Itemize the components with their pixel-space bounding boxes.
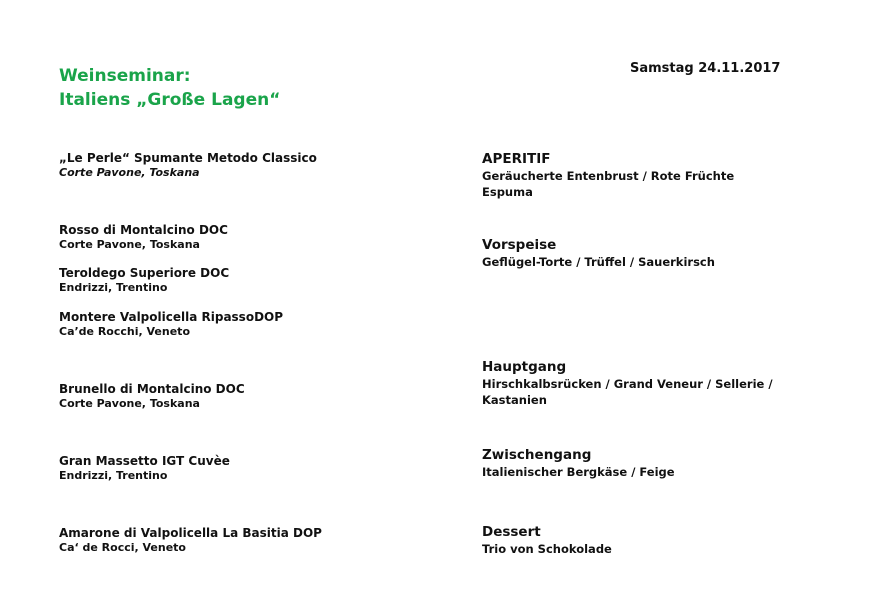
wine-item (59, 266, 459, 295)
menu-course (482, 359, 782, 408)
wine-item (59, 310, 459, 339)
menu-course (482, 237, 782, 270)
wine-name: Rosso di Montalcino DOC (59, 223, 228, 237)
wine-name: Teroldego Superiore DOC (59, 266, 230, 280)
wine-origin: Corte Pavone, Toskana (59, 238, 200, 251)
menu-course (482, 151, 782, 200)
course-heading: Hauptgang (482, 359, 567, 375)
course-dish: Geflügel-Torte / Trüffel / Sauerkirsch (482, 255, 715, 269)
course-heading: Zwischengang (482, 447, 592, 463)
wine-name: Brunello di Montalcino DOC (59, 382, 245, 396)
wine-origin: Corte Pavone, Toskana (59, 397, 200, 410)
course-dish: Italienischer Bergkäse / Feige (482, 465, 675, 479)
wine-origin: Corte Pavone, Toskana (59, 166, 200, 179)
wine-origin: Ca’de Rocchi, Veneto (59, 325, 190, 338)
wine-name: Montere Valpolicella RipassoDOP (59, 310, 284, 324)
course-dish: Trio von Schokolade (482, 542, 612, 556)
event-date: Samstag 24.11.2017 (630, 61, 781, 76)
wine-item (59, 382, 459, 411)
wine-origin: Ca‘ de Rocci, Veneto (59, 541, 186, 554)
wine-item (59, 454, 459, 483)
course-heading: Dessert (482, 524, 541, 540)
course-heading: APERITIF (482, 151, 551, 167)
course-dish: Hirschkalbsrücken / Grand Veneur / Sellerie / Kastanien (482, 377, 773, 407)
menu-course (482, 524, 782, 557)
wine-name: „Le Perle“ Spumante Metodo Classico (59, 151, 317, 165)
wine-name: Amarone di Valpolicella La Basitia DOP (59, 526, 322, 540)
title-line-2: Italiens „Große Lagen“ (59, 90, 281, 110)
wine-origin: Endrizzi, Trentino (59, 469, 168, 482)
wine-item (59, 151, 459, 180)
wine-item (59, 223, 459, 252)
title-line-1: Weinseminar: (59, 66, 191, 86)
page-title (59, 64, 280, 112)
wine-name: Gran Massetto IGT Cuvèe (59, 454, 230, 468)
menu-course (482, 447, 782, 480)
wine-origin: Endrizzi, Trentino (59, 281, 168, 294)
wine-item (59, 526, 459, 555)
course-heading: Vorspeise (482, 237, 557, 253)
course-dish: Geräucherte Entenbrust / Rote Früchte Espuma (482, 169, 735, 199)
